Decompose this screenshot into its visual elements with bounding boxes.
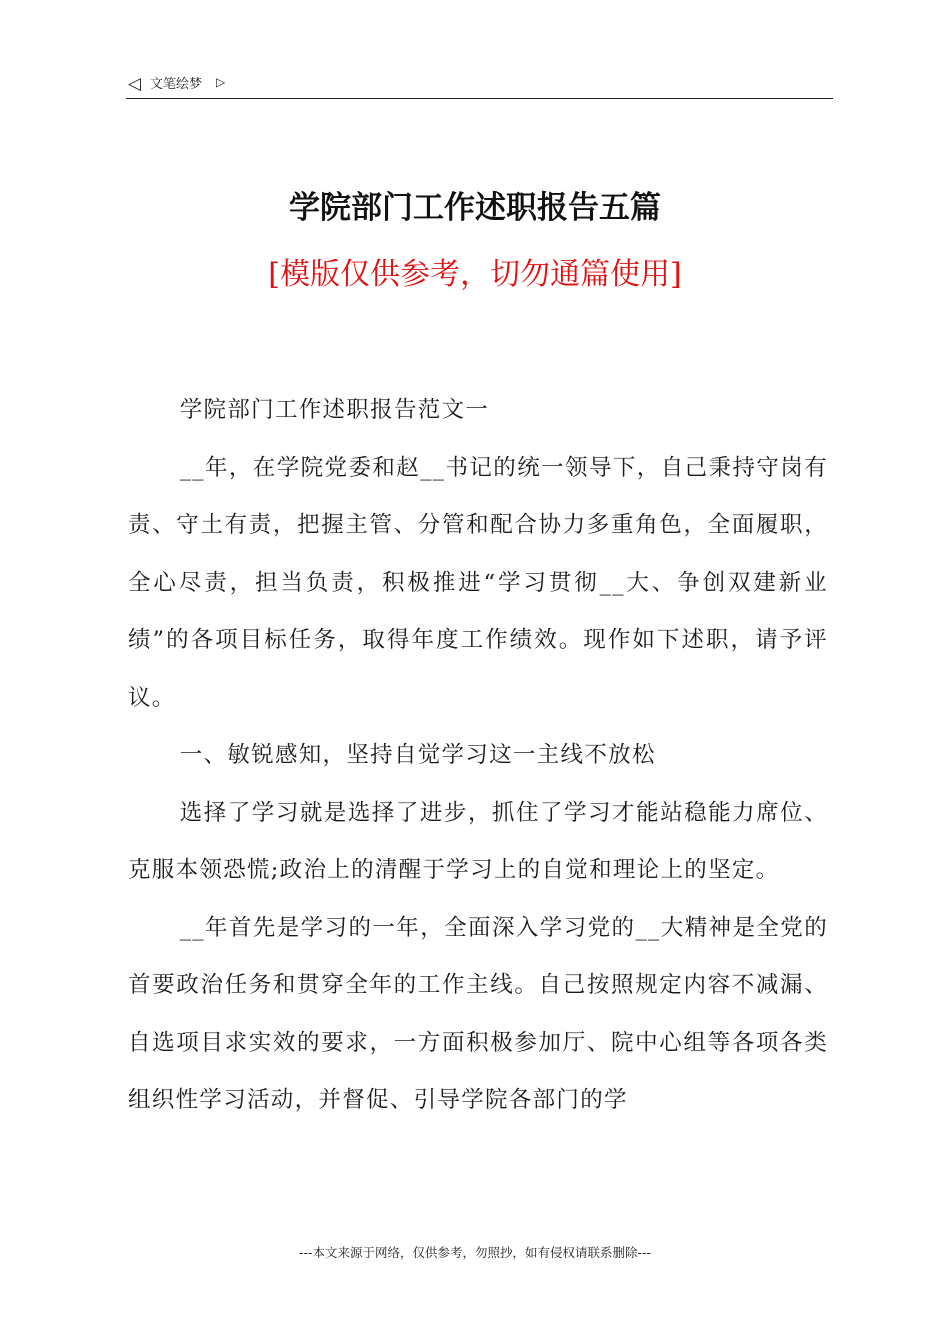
document-subtitle: [模版仅供参考，切勿通篇使用] — [268, 257, 682, 292]
page-header — [126, 72, 833, 99]
paragraph: 选择了学习就是选择了进步，抓住了学习才能站稳能力席位、克服本领恐慌;政治上的清醒于学习上的自觉和理论上的坚定。 — [128, 799, 828, 883]
paragraph: __年，在学院党委和赵__书记的统一领导下，自己秉持守岗有责、守土有责，把握主管、分管和配合协力多重角色，全面履职，全心尽责，担当负责，积极推进“学习贯彻__大、争创双建新业绩”的各项目标任务，取得年度工作绩效。现作如下述职，请予评议。 — [128, 454, 828, 711]
document-body — [128, 382, 828, 1130]
document-title: 学院部门工作述职报告五篇 — [289, 190, 661, 226]
section-heading-1: 一、敏锐感知，坚持自觉学习这一主线不放松 — [179, 742, 656, 768]
left-triangle-icon: ◁ — [128, 74, 142, 94]
paragraph-heading-1: 学院部门工作述职报告范文一 — [179, 397, 490, 423]
footer-disclaimer: ---本文来源于网络，仅供参考，勿照抄，如有侵权请联系删除--- — [298, 1245, 652, 1260]
right-triangle-icon: ▷ — [216, 75, 226, 89]
paragraph: __年首先是学习的一年，全面深入学习党的__大精神是全党的首要政治任务和贯穿全年的工作主线。自己按照规定内容不减漏、自选项目求实效的要求，一方面积极参加厅、院中心组等各项各类组织性学习活动，并督促、引导学院各部门的学 — [128, 914, 828, 1113]
header-brand: 文笔绘梦 — [150, 77, 203, 92]
